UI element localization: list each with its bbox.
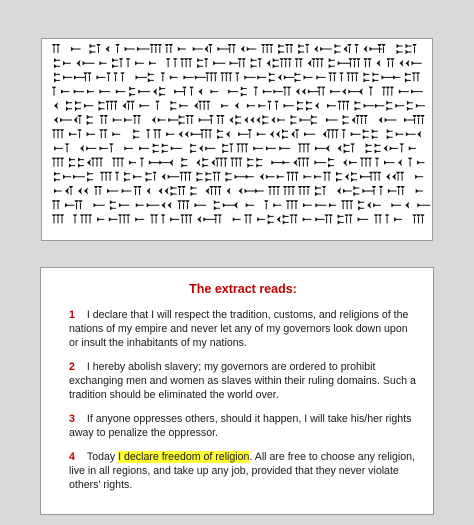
cuneiform-line	[54, 72, 420, 82]
cuneiform-line	[52, 214, 425, 224]
cuneiform-line	[52, 44, 417, 54]
cuneiform-glyphs	[42, 39, 432, 240]
paragraph-text-after: . All are free to choose any religion, live in all regions, and take up any job, provided that they never violate others' rights.	[69, 451, 415, 491]
cuneiform-line	[54, 186, 423, 196]
extract-paragraph-2	[69, 360, 417, 402]
cuneiform-line	[52, 86, 423, 96]
extract-paragraph-4	[69, 450, 417, 492]
cuneiform-line	[54, 115, 425, 125]
paragraph-number: 4	[69, 451, 75, 463]
extract-title: The extract reads:	[189, 282, 297, 296]
cuneiform-line	[54, 58, 422, 68]
paragraph-text: If anyone oppresses others, should it happen, I will take his/her rights away to penalize the oppressor.	[69, 413, 412, 439]
paragraph-text-before: Today	[86, 451, 119, 463]
cuneiform-line	[54, 101, 425, 111]
highlighted-phrase: I declare freedom of religion	[118, 451, 250, 463]
extract-paragraph-1	[69, 308, 417, 350]
paragraph-number: 1	[69, 309, 75, 321]
extract-panel	[40, 267, 434, 515]
cuneiform-line	[54, 172, 423, 182]
paragraph-text: I hereby abolish slavery; my governors are ordered to prohibit exchanging men and women as slaves within their ruling domains. Such a tradition should be eliminated the world over.	[69, 361, 416, 401]
cuneiform-inscription-image	[41, 38, 433, 241]
extract-paragraph-3	[69, 412, 417, 440]
cuneiform-line	[52, 129, 421, 139]
cuneiform-line	[52, 200, 430, 210]
paragraph-number: 3	[69, 413, 75, 425]
paragraph-text: I declare that I will respect the tradition, customs, and religions of the nations of my empire and never let any of my governors look down upon or insult the inhabitants of my nations.	[69, 309, 409, 349]
cuneiform-line	[52, 157, 425, 167]
paragraph-number: 2	[69, 361, 75, 373]
cuneiform-line	[54, 143, 416, 153]
